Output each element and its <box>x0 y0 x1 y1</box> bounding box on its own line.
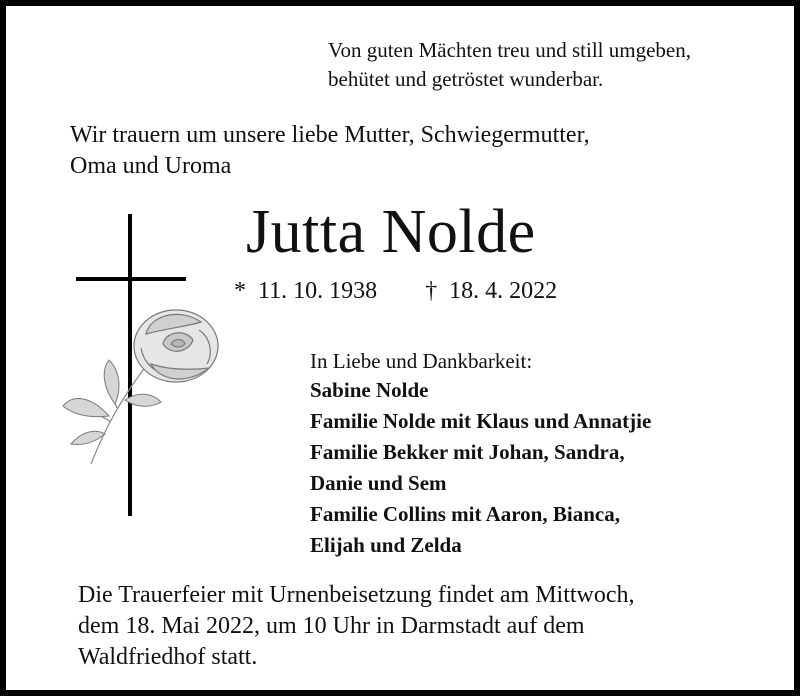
mourner-line: Sabine Nolde <box>310 378 429 402</box>
funeral-line-1: Die Trauerfeier mit Urnenbeisetzung findet am Mittwoch, <box>78 582 635 608</box>
mourner-line: Elijah und Zelda <box>310 533 462 557</box>
intro-line-1: Wir trauern um unsere liebe Mutter, Schwiegermutter, <box>70 122 590 148</box>
quote-line-2: behütet und getröstet wunderbar. <box>328 67 604 91</box>
funeral-info <box>78 580 635 673</box>
deceased-name: Jutta Nolde <box>246 198 536 266</box>
mourner-line: Familie Collins mit Aaron, Bianca, <box>310 502 620 526</box>
mourner-line: Danie und Sem <box>310 471 447 495</box>
quote-line-1: Von guten Mächten treu und still umgeben, <box>328 38 691 62</box>
intro-line-2: Oma und Uroma <box>70 153 232 179</box>
birth-date: * 11. 10. 1938 <box>234 278 378 304</box>
life-dates <box>234 276 557 306</box>
intro-text <box>70 120 590 182</box>
obituary-notice <box>6 6 794 690</box>
mourners-list <box>310 375 651 561</box>
rose-icon <box>51 304 221 474</box>
mourner-line: Familie Bekker mit Johan, Sandra, <box>310 440 625 464</box>
funeral-line-3: Waldfriedhof statt. <box>78 644 258 670</box>
mourners-label: In Liebe und Dankbarkeit: <box>310 349 533 373</box>
death-date: † 18. 4. 2022 <box>425 278 558 304</box>
mourner-line: Familie Nolde mit Klaus und Annatjie <box>310 409 652 433</box>
cross-icon-horizontal-bar <box>76 277 186 281</box>
quote-verse <box>328 36 691 94</box>
funeral-line-2: dem 18. Mai 2022, um 10 Uhr in Darmstadt auf dem <box>78 613 585 639</box>
